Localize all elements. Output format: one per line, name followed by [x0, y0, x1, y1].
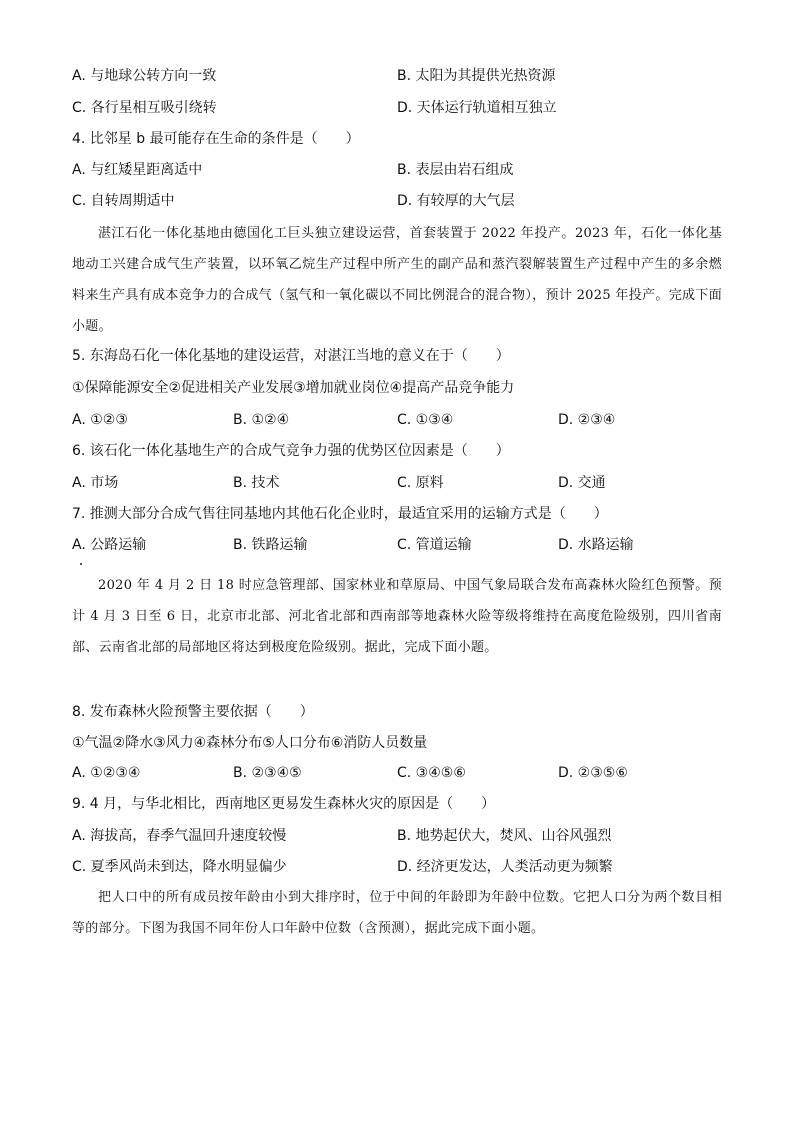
- q3-option-b: B. 太阳为其提供光热资源: [397, 68, 556, 84]
- q5-option-d: D. ②③④: [558, 412, 616, 428]
- stray-mark: [80, 563, 82, 565]
- q5-option-a: A. ①②③: [72, 412, 128, 428]
- q3-option-a: A. 与地球公转方向一致: [72, 68, 217, 84]
- q5-items: ①保障能源安全②促进相关产业发展③增加就业岗位④提高产品竞争能力: [72, 380, 515, 396]
- passage-median-age-text: 把人口中的所有成员按年龄由小到大排序时，位于中间的年龄即为年龄中位数。它把人口分为两个数目相等的部分。下图为我国不同年份人口年龄中位数（含预测），据此完成下面小题。: [72, 890, 722, 936]
- q6-option-c: C. 原料: [397, 475, 444, 491]
- q3-option-d: D. 天体运行轨道相互独立: [397, 100, 557, 116]
- q5-option-b: B. ①②④: [233, 412, 290, 428]
- q7-option-a: A. 公路运输: [72, 537, 147, 553]
- q4-option-a: A. 与红矮星距离适中: [72, 162, 203, 178]
- passage-forest-fire: [72, 570, 722, 663]
- q6-stem: 6. 该石化一体化基地生产的合成气竞争力强的优势区位因素是（ ）: [72, 443, 510, 459]
- q6-option-b: B. 技术: [233, 475, 280, 491]
- q8-option-c: C. ③④⑤⑥: [397, 765, 466, 781]
- q8-items: ①气温②降水③风力④森林分布⑤人口分布⑥消防人员数量: [72, 735, 428, 751]
- q9-option-d: D. 经济更发达，人类活动更为频繁: [397, 859, 613, 875]
- q7-option-c: C. 管道运输: [397, 537, 472, 553]
- q9-option-a: A. 海拔高，春季气温回升速度较慢: [72, 828, 287, 844]
- q8-option-a: A. ①②③④: [72, 765, 141, 781]
- q7-option-b: B. 铁路运输: [233, 537, 308, 553]
- q6-option-a: A. 市场: [72, 475, 119, 491]
- passage-median-age: [72, 882, 722, 944]
- q8-option-b: B. ②③④⑤: [233, 765, 302, 781]
- q7-option-d: D. 水路运输: [558, 537, 634, 553]
- q9-option-b: B. 地势起伏大，焚风、山谷风强烈: [397, 828, 612, 844]
- q4-option-d: D. 有较厚的大气层: [397, 193, 515, 209]
- q4-option-c: C. 自转周期适中: [72, 193, 175, 209]
- passage-petrochemical: [72, 218, 722, 342]
- passage-petrochemical-text: 湛江石化一体化基地由德国化工巨头独立建设运营，首套装置于 2022 年投产。2023 年，石化一体化基地动工兴建合成气生产装置，以环氧乙烷生产过程中所产生的副产品和蒸汽裂解装置生产过程中产生的多余燃料来生产具有成本竞争力的合成气（氢气和一氧化碳以不同比例混合的混合物），预计 2025 年投产。完成下面小题。: [72, 226, 722, 334]
- q8-stem: 8. 发布森林火险预警主要依据（ ）: [72, 704, 314, 720]
- q7-stem: 7. 推测大部分合成气售往同基地内其他石化企业时，最适宜采用的运输方式是（ ）: [72, 506, 608, 522]
- q5-stem: 5. 东海岛石化一体化基地的建设运营，对湛江当地的意义在于（ ）: [72, 348, 510, 364]
- passage-forest-fire-text: 2020 年 4 月 2 日 18 时应急管理部、国家林业和草原局、中国气象局联合发布高森林火险红色预警。预计 4 月 3 日至 6 日，北京市北部、河北省北部和西南部等地森林火险等级将维持在高度危险级别，四川省南部、云南省北部的局部地区将达到极度危险级别。据此，完成下面小题。: [72, 578, 722, 655]
- q9-stem: 9. 4 月，与华北相比，西南地区更易发生森林火灾的原因是（ ）: [72, 796, 496, 812]
- q9-option-c: C. 夏季风尚未到达，降水明显偏少: [72, 859, 287, 875]
- q6-option-d: D. 交通: [558, 475, 606, 491]
- q4-option-b: B. 表层由岩石组成: [397, 162, 514, 178]
- q5-option-c: C. ①③④: [397, 412, 454, 428]
- q4-stem: 4. 比邻星 b 最可能存在生命的条件是（ ）: [72, 131, 360, 147]
- q8-option-d: D. ②③⑤⑥: [558, 765, 628, 781]
- q3-option-c: C. 各行星相互吸引绕转: [72, 100, 217, 116]
